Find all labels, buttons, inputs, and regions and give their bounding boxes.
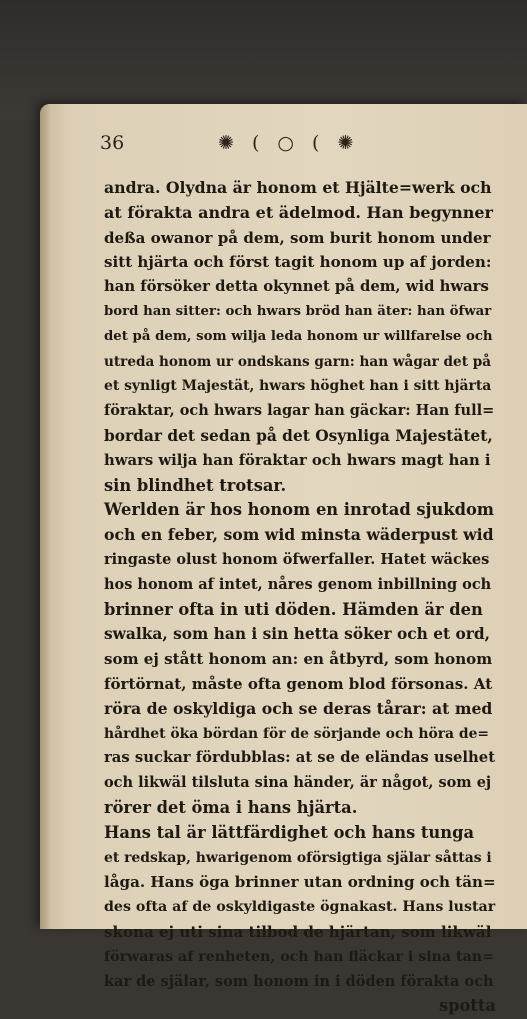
text-line: ras suckar fördubblas: at se de eländas uselhet — [104, 749, 496, 767]
text-line: et redskap, hwarigenom oförsigtiga själar såttas i — [104, 849, 492, 866]
text-line: sin blindhet trotsar. — [104, 475, 287, 495]
text-line: hårdhet öka bördan för de sörjande och höra de= — [104, 725, 490, 742]
text-line: at förakta andra et ädelmod. Han begynner — [104, 202, 493, 222]
text-line: deßa owanor på dem, som burit honom under — [104, 228, 491, 247]
text-line: och likwäl tilsluta sina händer, är något, som ej — [104, 774, 492, 792]
text-line: förtörnat, måste ofta genom blod försonas. At — [104, 674, 493, 693]
text-line: röra de oskyldiga och se deras tårar: at med — [104, 698, 493, 718]
text-line: hos honom af intet, nåres genom inbillning och — [104, 575, 492, 593]
text-line: ringaste olust honom öfwerfaller. Hatet wäckes — [104, 550, 490, 568]
text-line: andra. Olydna är honom et Hjälte=werk och — [104, 178, 492, 197]
text-line: och en feber, som wid minsta wäderpust wid — [104, 525, 494, 545]
page-edge-shadow — [40, 104, 50, 929]
dark-background — [0, 0, 527, 120]
text-line: förwaras af renheten, och han fläckar i sina tan= — [104, 948, 495, 965]
text-line: utreda honom ur ondskans garn: han wågar det på — [104, 353, 492, 370]
text-line: brinner ofta in uti döden. Hämden är den — [104, 599, 483, 619]
text-line: sitt hjärta och först tagit honom up af jorden: — [104, 253, 492, 272]
text-line: bordar det sedan på det Osynliga Majestätet, — [104, 426, 493, 445]
header-ornament: ✺ ( ○ ( ✺ — [218, 132, 360, 154]
page-number: 36 — [100, 132, 125, 154]
text-line: det på dem, som wilja leda honom ur willfarelse och — [104, 328, 493, 344]
text-line: rörer det öma i hans hjärta. — [104, 797, 358, 817]
text-line: låga. Hans öga brinner utan ordning och tän= — [104, 873, 496, 892]
catchword: spotta — [438, 996, 496, 1016]
text-line: Hans tal är lättfärdighet och hans tunga — [104, 822, 475, 842]
text-line: swalka, som han i sin hetta söker och et ord, — [104, 625, 490, 644]
text-line: han försöker detta okynnet på dem, wid hwars — [104, 278, 489, 296]
text-line: Werlden är hos honom en inrotad sjukdom — [104, 500, 495, 520]
text-line: föraktar, och hwars lagar han gäckar: Han full= — [104, 402, 495, 420]
text-line: som ej stått honom an: en åtbyrd, som honom — [104, 650, 493, 669]
body-text — [104, 176, 496, 1019]
page-header — [100, 132, 500, 162]
text-line: skona ej uti sina tilbod de hjärtan, som likwäl — [104, 922, 492, 941]
text-line: hwars wilja han föraktar och hwars magt han i — [104, 451, 491, 469]
text-line: bord han sitter: och hwars bröd han äter: han öfwar — [104, 303, 492, 319]
text-line: des ofta af de oskyldigaste ögnakast. Hans lustar — [104, 899, 496, 916]
text-line: et synligt Majestät, hwars höghet han i sitt hjärta — [104, 378, 492, 395]
text-line: kar de själar, som honom in i döden förakta och — [104, 972, 494, 990]
